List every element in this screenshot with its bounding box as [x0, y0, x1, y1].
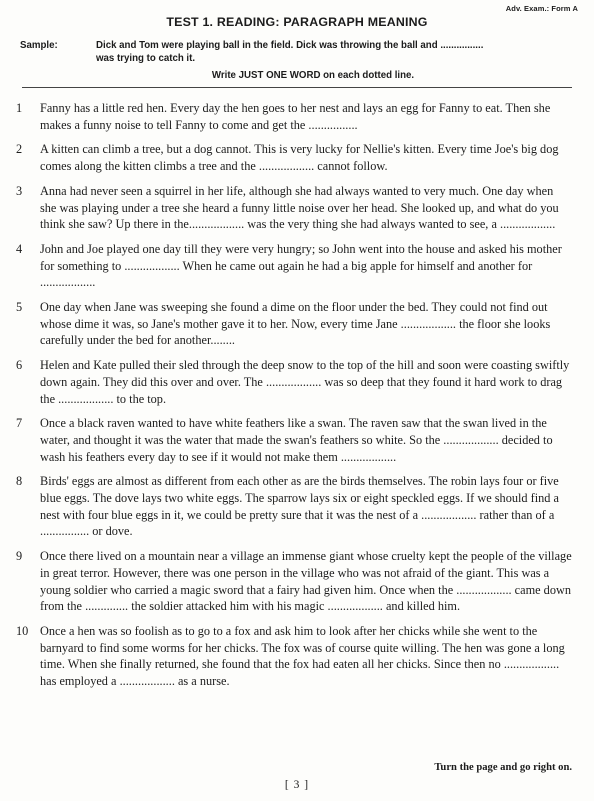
- question-item: [16, 299, 572, 349]
- question-text[interactable]: Helen and Kate pulled their sled through the deep snow to the top of the hill and soon were coasting swiftly down again. They did this over and over. The .................. was so deep that they found it hard work to drag the .................. to the top.: [40, 358, 570, 406]
- question-number: 1: [16, 101, 23, 115]
- question-text[interactable]: Anna had never seen a squirrel in her life, although she had always wanted to very much. One day when she was playing under a tree she heard a funny little noise over her head. She looked up, and what do you think she saw? Up there in the.................. was the very thing she had always wanted to see, a ..................: [40, 183, 559, 232]
- question-item: [16, 141, 572, 174]
- question-text[interactable]: John and Joe played one day till they were very hungry; so John went into the house and asked his mother for something to .................. When he came out again he had a big apple for himself and another for ..................: [40, 241, 562, 290]
- question-number: 10: [16, 623, 29, 638]
- question-text[interactable]: One day when Jane was sweeping she found a dime on the floor under the bed. They could not find out whose dime it was, so Jane's mother gave it to her. Now, every time Jane .................. the floor she looks carefully under the bed for another........: [40, 300, 551, 348]
- sample-text: [96, 39, 580, 65]
- divider: [22, 87, 572, 88]
- question-text[interactable]: Once a hen was so foolish as to go to a fox and ask him to look after her chicks while she went to the barnyard to find some worms for her chicks. The fox was of course quite willing. The hen was gone a long time. When she finally returned, she found that the fox had eaten all her chicks. Since then no .................. has employed a .................. as a nurse.: [40, 623, 565, 689]
- question-number: 3: [16, 183, 23, 198]
- form-label: Adv. Exam.: Form A: [505, 4, 578, 13]
- question-item: [16, 473, 572, 540]
- sample-line-2: was trying to catch it.: [96, 53, 196, 64]
- sample-instruction: Write JUST ONE WORD on each dotted line.: [211, 70, 415, 81]
- question-text[interactable]: Fanny has a little red hen. Every day the hen goes to her nest and lays an egg for Fanny to eat. Then she makes a funny noise to tell Fanny to come and get the ................: [40, 101, 551, 132]
- question-item: [16, 241, 572, 291]
- question-text[interactable]: Once there lived on a mountain near a village an immense giant whose cruelty kept the people of the village in great terror. However, there was one person in the village who was not afraid of the giant. This was a young soldier who carried a magic sword that a fairy had given him. Once when the .................. came down from the .............. the soldier attacked him with his magic .................. and killed him.: [40, 549, 572, 614]
- sample-label: Sample:: [20, 40, 58, 51]
- sample-block: [20, 39, 580, 82]
- question-item: [16, 183, 572, 233]
- question-item: [16, 357, 572, 407]
- question-number: 9: [16, 549, 23, 564]
- question-item: [16, 623, 572, 690]
- question-text[interactable]: Birds' eggs are almost as different from each other as are the birds themselves. The robin lays four or five blue eggs. The dove lays two white eggs. The sparrow lays six or eight speckled eggs. If we should find a nest with four blue eggs in it, we could be pretty sure that it was the nest of a .................. rather than of a ................ or dove.: [40, 474, 559, 539]
- question-text[interactable]: Once a black raven wanted to have white feathers like a swan. The raven saw that the swan lived in the water, and thought it was the water that made the swan's feathers so white. So the .................. decided to wash his feathers every day to see if it would not make them ..................: [40, 416, 553, 464]
- question-text[interactable]: A kitten can climb a tree, but a dog cannot. This is very lucky for Nellie's kitten. Every time Joe's big dog comes along the kitten climbs a tree and the .................. cannot follow.: [40, 142, 559, 174]
- page-number: [ 3 ]: [284, 779, 310, 791]
- question-number: 6: [16, 358, 23, 373]
- question-number: 2: [16, 142, 23, 157]
- question-number: 4: [16, 241, 23, 256]
- question-item: [16, 415, 572, 465]
- question-number: 5: [16, 300, 23, 315]
- sample-row: [20, 39, 580, 65]
- question-list: [16, 100, 572, 690]
- question-number: 8: [16, 474, 23, 489]
- page-title: TEST 1. READING: PARAGRAPH MEANING: [166, 15, 428, 29]
- question-item: [16, 548, 572, 615]
- sample-line-1: Dick and Tom were playing ball in the field. Dick was throwing the ball and ................: [96, 40, 484, 51]
- question-number: 7: [16, 416, 23, 431]
- question-item: [16, 100, 572, 133]
- footer-note: Turn the page and go right on.: [434, 762, 572, 773]
